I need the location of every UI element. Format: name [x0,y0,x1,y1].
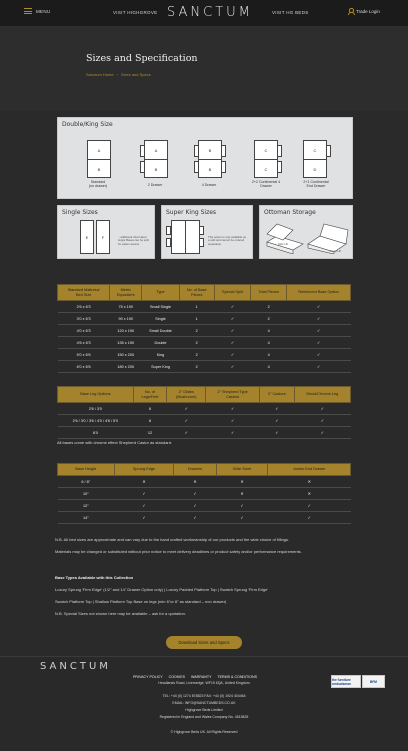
table-cell: ✓ [294,415,350,427]
table-cell: 75 x 190 [110,301,142,313]
table-cell: ✓ [114,500,174,512]
table-cell: 150 x 200 [110,349,142,361]
hamburger-icon [24,8,32,14]
trade-login-label: Trade Login [356,8,380,14]
note-bed-sizes: N.B. All bed sizes are approximate and can vary due to the hand crafted workmanship of our products and the wide choice of fillings. [55,537,290,542]
bed-standard [87,140,111,178]
footer-copyright: © Highgrove Beds UK. All Rights Reserved [170,730,238,734]
download-specs-button[interactable]: Download Sizes and Specs [166,636,242,649]
col-header: Drawers [174,464,216,476]
table-row [58,361,351,373]
bed-cell: E [85,234,89,240]
table-cell: ✓ [287,337,351,349]
table-cell: Double [142,337,179,349]
bed-single [80,220,94,254]
table-cell: ✓ [174,512,216,524]
base-types-line-1: Luxury Sprung 'Firm Edge' (1/2" and 14" Drawer Option only) | Luxury Padded Platform Top | Swatch Sprung 'Firm Edge' [55,587,269,592]
menu-button[interactable] [24,8,50,14]
bed-continental-4-drawer [254,140,278,178]
note-special-sizes: N.B. Special Sizes not shown here may be available – ask for a quotation. [55,611,186,616]
table-cell: ✕ [114,476,174,488]
table-cell: 2'6 / 3'0 / 3'6 / 4'0 / 4'6 / 5'0 [58,415,134,427]
col-header: Base Height [58,464,115,476]
table-cell: ✓ [268,512,351,524]
table-cell: ✓ [294,403,350,415]
bed-cell: B [88,159,110,178]
table-row [58,337,351,349]
table-cell: 1 [179,301,214,313]
table-cell: 12" [58,500,115,512]
table-cell: 4 [251,361,287,373]
table-cell: 2 [179,325,214,337]
castor-footnote: All bases come with chrome effect Shepherd Castor as standard. [57,440,173,445]
size-specification-table [57,284,351,373]
table-cell: ✓ [214,301,251,313]
bed-4-drawer-label: 4 Drawer [201,183,217,187]
bed-cell: C [264,147,268,153]
table-row [58,500,351,512]
col-header: Slide Store [216,464,268,476]
table-cell: ✓ [216,500,268,512]
breadcrumb-home[interactable]: Sanctum Home [86,72,114,77]
col-header: Total Pieces [251,285,287,301]
bed-super-king-left [171,220,186,254]
single-sizes-diagram [57,205,155,259]
col-header: Base Leg Options [58,387,134,403]
table-cell: ✓ [260,403,295,415]
table-row [58,349,351,361]
table-row [58,325,351,337]
footer-phone: TEL: +44 (0) 1274 878823 FAX: +44 (0) 1924 404464 [162,694,246,698]
bed-4-drawer [198,140,222,178]
note-materials: Materials may be changed or substituted without prior notice to meet delivery deadlines or product safety and/or performance requirements. [55,549,302,554]
bed-cell: B [208,147,212,153]
footer-company: Highgrove Beds Limited [185,708,223,712]
col-header: Wood/Chrome Leg [294,387,350,403]
table-cell: ✓ [174,488,216,500]
user-icon [348,8,353,14]
table-cell: ✕ [216,476,268,488]
table-cell: 6'0 x 6'6 [58,361,110,373]
bed-continental-4-label: 2+2 Continental 4 Drawer [251,180,281,189]
bed-cell: B [145,159,167,178]
bed-cell: A [154,147,158,153]
drawer-icon [221,161,226,173]
drawer-icon [326,145,331,157]
ottoman-front-lift-illustration [306,220,350,254]
table-cell: 4'0 x 6'3 [58,325,110,337]
table-cell: ✓ [260,415,295,427]
bed-super-king-right [185,220,200,254]
table-cell: 8 [133,415,166,427]
table-cell: ✓ [206,427,260,439]
privacy-policy-link[interactable]: PRIVACY POLICY [133,675,163,679]
site-logo[interactable]: SANCTUM [167,5,253,20]
bed-cell: C [313,147,317,153]
drawer-icon [199,226,204,235]
table-row [58,476,351,488]
table-cell: 4 [251,349,287,361]
side-lift-label: Side Lift [278,242,289,246]
cookies-link[interactable]: COOKIES [168,675,186,679]
drawer-icon [199,238,204,247]
bed-2-drawer [144,140,168,178]
furniture-ombudsman-badge: the furniture ombudsman [331,675,361,688]
base-height-table [57,463,351,524]
table-cell: King [142,349,179,361]
footer-email[interactable]: EMAIL: INFO@SANCTUMBEDS.CO.UK [172,701,236,705]
visit-hg-beds-link[interactable]: VISIT HG BEDS [272,10,309,15]
table-cell: 3'0 x 6'3 [58,313,110,325]
drawer-icon [221,145,226,157]
table-cell: ✓ [260,427,295,439]
col-header: Sprung Edge [114,464,174,476]
table-cell: 180 x 200 [110,361,142,373]
warranty-link[interactable]: WARRANTY [191,675,212,679]
bed-cell: B [199,159,221,178]
breadcrumb-separator: › [116,72,118,77]
table-row [58,427,351,439]
table-cell: 5'0 x 6'6 [58,349,110,361]
hero-section [0,26,408,111]
bed-cell: C [255,159,277,178]
col-header: Special Split [214,285,251,301]
col-header: No. of Legs/Feet [133,387,166,403]
table-cell: 12 [133,427,166,439]
front-lift-label: Front Lift [330,249,342,253]
bed-cell: A [97,147,101,153]
single-sizes-note: ...additional information single Bases can be split for easier access [118,235,149,246]
table-row [58,403,351,415]
table-cell: ✓ [268,500,351,512]
table-cell: ✓ [287,349,351,361]
table-cell: ✕ [216,488,268,500]
table-cell: 2 [179,337,214,349]
table-header-row [58,285,351,301]
table-cell: ✓ [287,325,351,337]
table-cell: ✓ [206,403,260,415]
base-types-heading: Base Types Available with this Collection [55,575,134,580]
footer [0,656,408,751]
table-cell: ✓ [174,500,216,512]
trade-login-button[interactable] [348,8,380,14]
ottoman-title: Ottoman Storage [264,209,316,216]
ottoman-storage-diagram [259,205,353,259]
base-types-line-2: Swatch Platform Top | Shallow Platform Top Base on legs (min 6"or 8" as standard – non drawer) [55,599,227,604]
table-cell: ✓ [206,415,260,427]
super-king-note: This option is only available as a split and cannot be ordered separately [208,235,246,246]
table-cell: 10" [58,488,115,500]
footer-registered: Registered in England and Wales Company No. 4515825 [159,715,249,719]
visit-highgrove-link[interactable]: VISIT HIGHGROVE [113,10,158,15]
bed-cell: F [101,234,105,240]
col-header: Reinforced Base Option [287,285,351,301]
table-cell: 135 x 190 [110,337,142,349]
bed-standard-label: Standard (no drawer) [88,180,108,189]
table-cell: 2 [251,301,287,313]
table-cell: 6 [133,403,166,415]
table-cell: ✓ [216,512,268,524]
table-cell: Super King [142,361,179,373]
bed-cell: D [304,159,326,178]
table-cell: 2 [179,361,214,373]
table-cell: 4'6 x 6'3 [58,337,110,349]
table-cell: 1 [179,313,214,325]
base-leg-options-table [57,386,351,439]
table-cell: ✓ [167,415,206,427]
table-cell: ✓ [214,349,251,361]
footer-links [133,675,257,679]
table-row [58,415,351,427]
col-header: 2" Castors [260,387,295,403]
bed-2-drawer-label: 2 Drawer [147,183,163,187]
table-cell: 6 / 8" [58,476,115,488]
table-cell: 2'6 / 3'0 [58,403,134,415]
table-cell: ✓ [214,325,251,337]
table-cell: ✓ [294,427,350,439]
col-header: No. of Base Pieces [179,285,214,301]
bfm-badge: BFM [362,675,385,688]
table-cell: ✓ [167,427,206,439]
table-row [58,313,351,325]
ottoman-side-lift-illustration [263,220,307,254]
table-cell: ✓ [214,337,251,349]
breadcrumb [86,72,151,77]
table-cell: Small Single [142,301,179,313]
table-row [58,512,351,524]
bed-continental-end-label: 2+1 Continental End Drawer [303,180,329,189]
top-bar [0,0,408,26]
footer-address: Headlands Road, Liversedge, WF15 6QA, United Kingdom [158,681,250,685]
super-king-diagram [161,205,253,259]
table-cell: ✓ [114,488,174,500]
table-cell: 14" [58,512,115,524]
table-header-row [58,464,351,476]
table-cell: Single [142,313,179,325]
double-king-title: Double/King Size [62,121,113,128]
double-king-diagram [57,117,353,199]
bed-continental-end-drawer [303,140,327,178]
table-cell: 2 [179,349,214,361]
table-cell: ✓ [214,313,251,325]
col-header: Standard Mattress/ Bed Size [58,285,110,301]
drawer-icon [277,145,282,157]
col-header: 2" Glides (Mushroom) [167,387,206,403]
table-cell: ✕ [268,488,351,500]
table-cell: 2'6 x 6'3 [58,301,110,313]
col-header: Jumbo End Drawer [268,464,351,476]
table-cell: 2 [251,313,287,325]
super-king-title: Super King Sizes [166,209,217,216]
table-cell: 6'0 [58,427,134,439]
menu-label: MENU [36,8,51,14]
drawer-icon [277,161,282,173]
table-cell: 120 x 190 [110,325,142,337]
table-cell: ✓ [214,361,251,373]
table-cell: ✓ [287,301,351,313]
table-row [58,488,351,500]
col-header: 2" Shepherd Type Castors [206,387,260,403]
terms-link[interactable]: TERMS & CONDITIONS [217,675,258,679]
table-cell: ✓ [287,313,351,325]
breadcrumb-current: Sizes and Specs [120,72,151,77]
table-row [58,301,351,313]
table-cell: ✓ [167,403,206,415]
table-cell: ✓ [114,512,174,524]
col-header: Metric Equivalent [110,285,142,301]
footer-logo[interactable]: SANCTUM [40,661,111,672]
table-cell: 90 x 190 [110,313,142,325]
table-cell: ✕ [268,476,351,488]
bed-single-split [96,220,110,254]
table-cell: Small Double [142,325,179,337]
table-cell: 4 [251,325,287,337]
table-header-row [58,387,351,403]
single-sizes-title: Single Sizes [62,209,98,216]
table-cell: ✓ [287,361,351,373]
table-cell: ✕ [174,476,216,488]
page-title: Sizes and Specification [86,53,198,64]
table-cell: 4 [251,337,287,349]
col-header: Type [142,285,179,301]
